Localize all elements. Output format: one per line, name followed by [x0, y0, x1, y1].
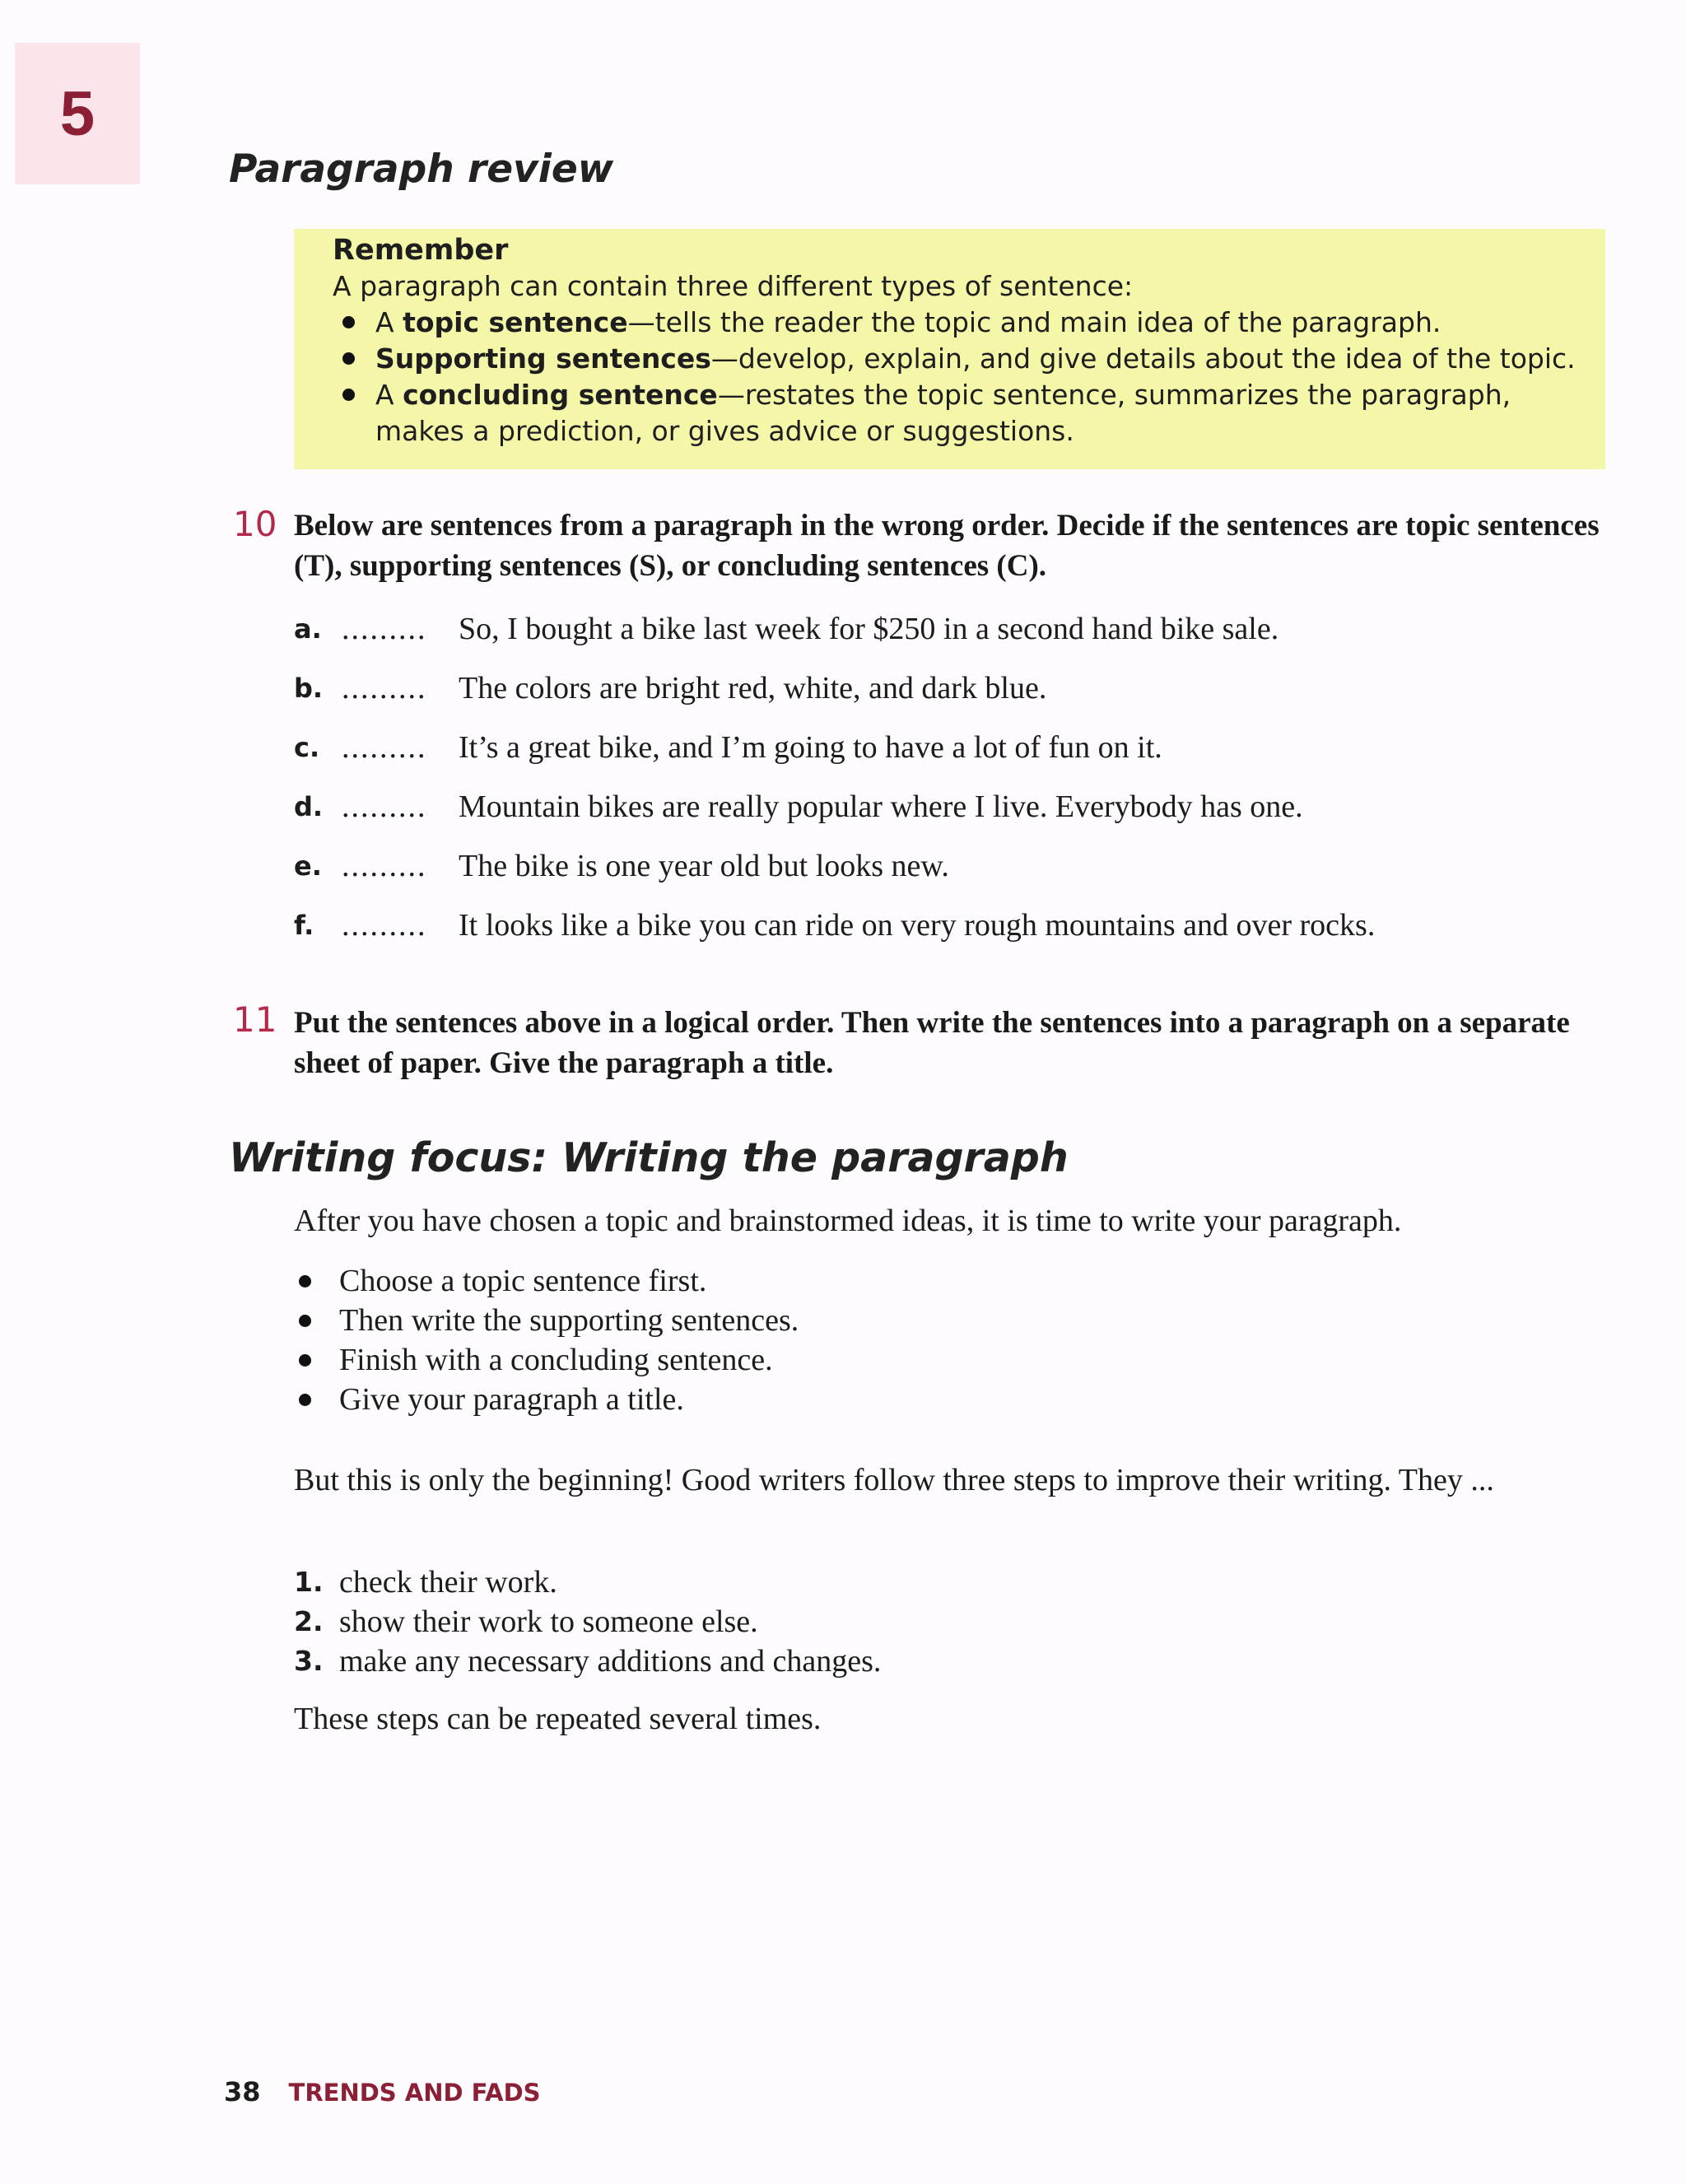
answer-blank[interactable]: ......... — [342, 849, 427, 883]
list-item — [294, 784, 1611, 830]
step-number: 1. — [294, 1566, 324, 1598]
term: concluding sentence — [403, 379, 718, 411]
answer-blank[interactable]: ......... — [342, 671, 427, 705]
bullet-icon — [299, 1394, 311, 1406]
remember-intro: A paragraph can contain three different types of sentence: — [333, 270, 1134, 302]
remember-box — [294, 229, 1605, 469]
page-number: 38 — [224, 2076, 261, 2107]
item-letter: a. — [294, 613, 322, 645]
list-item — [294, 665, 1611, 711]
answer-blank[interactable]: ......... — [342, 789, 427, 824]
list-item — [294, 724, 1611, 771]
section-heading-paragraph-review: Paragraph review — [229, 147, 614, 192]
item-sentence: It looks like a bike you can ride on very rough mountains and over rocks. — [459, 908, 1376, 943]
exercise-number-11: 11 — [233, 999, 277, 1040]
unit-number: 5 — [59, 78, 95, 149]
item-sentence: The bike is one year old but looks new. — [459, 849, 949, 883]
item-letter: c. — [294, 732, 320, 763]
bullet-icon — [342, 389, 355, 401]
list-item — [294, 606, 1611, 652]
exercise-number-10: 10 — [233, 504, 277, 544]
writing-focus-closing: These steps can be repeated several times. — [294, 1702, 822, 1736]
list-item — [294, 843, 1611, 889]
footer-section-title: TRENDS AND FADS — [288, 2079, 541, 2107]
writing-focus-intro: After you have chosen a topic and brainstormed ideas, it is time to write your paragraph. — [294, 1204, 1402, 1238]
item-sentence: Mountain bikes are really popular where I live. Everybody has one. — [459, 789, 1303, 824]
list-item — [294, 902, 1611, 948]
bullet-icon — [342, 352, 355, 365]
writing-focus-paragraph: But this is only the beginning! Good writers follow three steps to improve their writing. They ... — [294, 1463, 1494, 1497]
page-footer — [224, 2076, 541, 2107]
answer-blank[interactable]: ......... — [342, 908, 427, 943]
unit-tab — [15, 43, 140, 184]
answer-blank[interactable]: ......... — [342, 612, 427, 646]
bullet-icon — [299, 1354, 311, 1367]
item-letter: d. — [294, 791, 324, 822]
term: Supporting sentences — [375, 342, 711, 375]
remember-item: A concluding sentence—restates the topic sentence, summarizes the paragraph, makes a prediction, or gives advice or suggestions. — [333, 377, 1592, 449]
item-letter: e. — [294, 850, 322, 882]
exercise-10-instruction: Below are sentences from a paragraph in the wrong order. Decide if the sentences are topic sentences (T), supporting sentences (S), or concluding sentences (C). — [294, 509, 1600, 583]
term: topic sentence — [403, 306, 628, 338]
bullet-icon — [342, 316, 355, 328]
remember-item: A topic sentence—tells the reader the topic and main idea of the paragraph. — [333, 305, 1592, 341]
step-number: 2. — [294, 1605, 324, 1637]
remember-title: Remember — [333, 234, 509, 267]
step-number: 3. — [294, 1645, 324, 1677]
bullet-icon — [299, 1315, 311, 1327]
exercise-11-instruction: Put the sentences above in a logical order. Then write the sentences into a paragraph on a separate sheet of paper. Give the paragraph a title. — [294, 1006, 1570, 1080]
item-letter: b. — [294, 673, 324, 704]
item-letter: f. — [294, 910, 314, 941]
answer-blank[interactable]: ......... — [342, 730, 427, 765]
bullet-icon — [299, 1275, 311, 1288]
item-sentence: The colors are bright red, white, and dark blue. — [459, 671, 1047, 705]
section-heading-writing-focus: Writing focus: Writing the paragraph — [229, 1134, 1069, 1181]
item-sentence: It’s a great bike, and I’m going to have a lot of fun on it. — [459, 730, 1162, 765]
item-sentence: So, I bought a bike last week for $250 in a second hand bike sale. — [459, 612, 1279, 646]
remember-item: Supporting sentences—develop, explain, and give details about the idea of the topic. — [333, 341, 1592, 377]
